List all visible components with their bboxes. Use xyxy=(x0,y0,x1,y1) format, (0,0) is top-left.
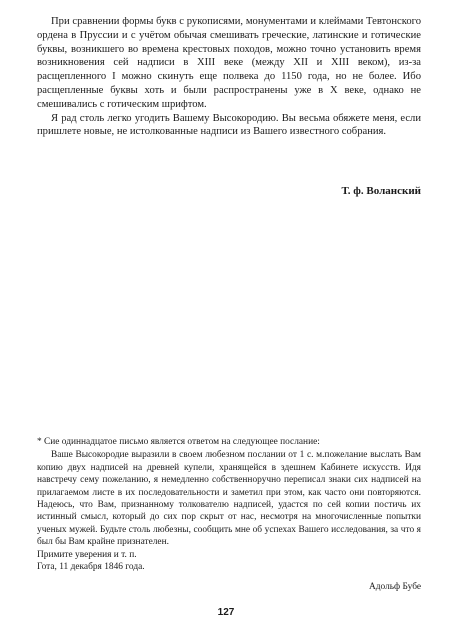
body-paragraph-2: Я рад столь легко угодить Вашему Высокородию. Вы весьма обяжете меня, если пришлете новые, не истолкованные надписи из Вашего известного собрания. xyxy=(37,112,421,138)
footnote-letter: Ваше Высокородие выразили в своем любезном послании от 1 с. м.пожелание выслать Вам копию двух надписей на древней купели, хранящейся в здешнем Кабинете искусств. Идя навстречу сему пожеланию, я немедленно собственноручно переписал знаки сих надписей на прилагаемом листе в их последовательности и заметил при этом, как часто они повторяются. Надеюсь, что Вам, признанному толкователю надписей, удастся по сей копии постичь их истинный смысл, который до сих пор скрыт от нас, несмотря на многочисленные попытки ученых мужей. Будьте столь любезны, сообщить мне об успехах Вашего исследования, за что я был бы Вам крайне признателен. xyxy=(37,450,421,548)
footnote-date: Гота, 11 декабря 1846 года. xyxy=(37,562,145,573)
body-paragraph-1: При сравнении формы букв с рукописями, монументами и клеймами Тевтонского ордена в Пруссии и с учётом обычая смешивать греческие, латинские и готические буквы, возникшего во времена крестовых походов, можно точно установить время возникновения сей надписи в XIII веке (между XII и XIII веком), из-за расщепленного I можно скинуть еще полвека до 1150 года, но не более. Ибо расщепленные буквы хоть и были распространены уже в X веке, однако не смешивались с готическим шрифтом. xyxy=(37,16,421,110)
footnote xyxy=(37,436,421,573)
author-signature: Т. ф. Воланский xyxy=(341,185,421,197)
page-number: 127 xyxy=(217,607,235,618)
footnote-closing: Примите уверения и т. п. xyxy=(37,549,137,560)
footnote-note: * Сие одиннадцатое письмо является ответом на следующее послание: xyxy=(37,437,320,447)
footnote-signature: Адольф Бубе xyxy=(369,582,421,592)
main-text xyxy=(37,15,421,139)
